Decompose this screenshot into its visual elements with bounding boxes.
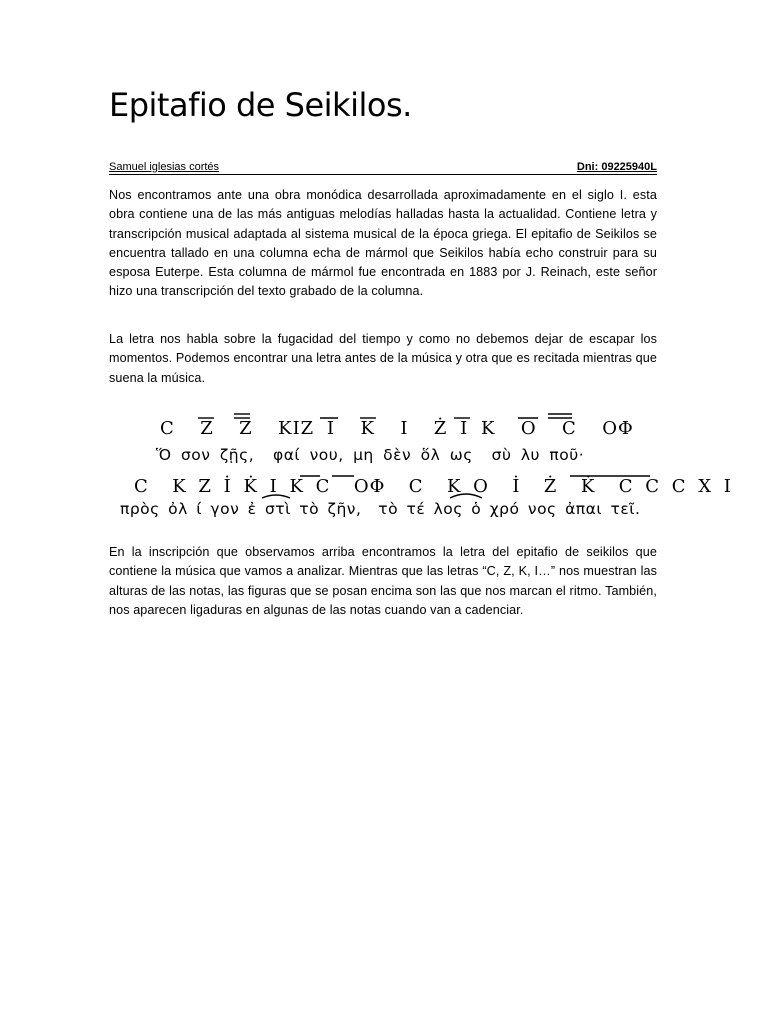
notation-line-1: C Z Z KIZ I K I Ż I K O C OΦ bbox=[160, 418, 634, 439]
paragraph-intro: Nos encontramos ante una obra monódica desarrollada aproximadamente en el siglo I. esta obra contiene una de las más antiguas melodías halladas hasta la actualidad. Contiene letra y transcripción musical adaptada al sistema musical de la época griega. El epitafio de Seikilos se encuentra tallado en una columna echa de mármol que Seikilos había echo construir para su esposa Euterpe. Esta columna de mármol fue encontrada en 1883 por J. Reinach, este señor hizo una transcripción del texto grabado de la columna. bbox=[109, 188, 657, 299]
paragraph-lyrics: La letra nos habla sobre la fugacidad del tiempo y como no debemos dejar de escapar los momentos. Podemos encontrar una letra antes de la música y otra que es recitada mientras que suena la música. bbox=[109, 332, 657, 385]
greek-lyrics-line-1: Ὅ σον ζῇς, φαί νου, μη δὲν ὅλ ως σὺ λυ ποῦ· bbox=[156, 446, 585, 464]
paragraph-analysis: En la inscripción que observamos arriba encontramos la letra del epitafio de seikilos que contiene la música que vamos a analizar. Mientras que las letras “C, Z, K, I…” nos muestran las alturas de las notas, las figuras que se posan encima son las que nos marcan el ritmo. También, nos aparecen ligaduras en algunas de las notas cuando van a cadenciar. bbox=[109, 545, 657, 617]
dni-label: Dni: 09225940L bbox=[576, 161, 657, 173]
document-title: Epitafio de Seikilos. bbox=[109, 86, 412, 124]
author-name: Samuel iglesias cortés bbox=[109, 161, 220, 173]
greek-lyrics-line-2: πρὸς ὀλ ί γον ἐ στὶ τὸ ζῆν, τὸ τέ λος ὁ χρό νος ἀπαι τεῖ. bbox=[120, 500, 641, 518]
author-line bbox=[109, 160, 657, 175]
musical-inscription-image bbox=[110, 408, 732, 524]
notation-line-2: C K Z İ K̇ I K C OΦ C K O İ Ż K̇ C C C X I bbox=[134, 476, 732, 497]
